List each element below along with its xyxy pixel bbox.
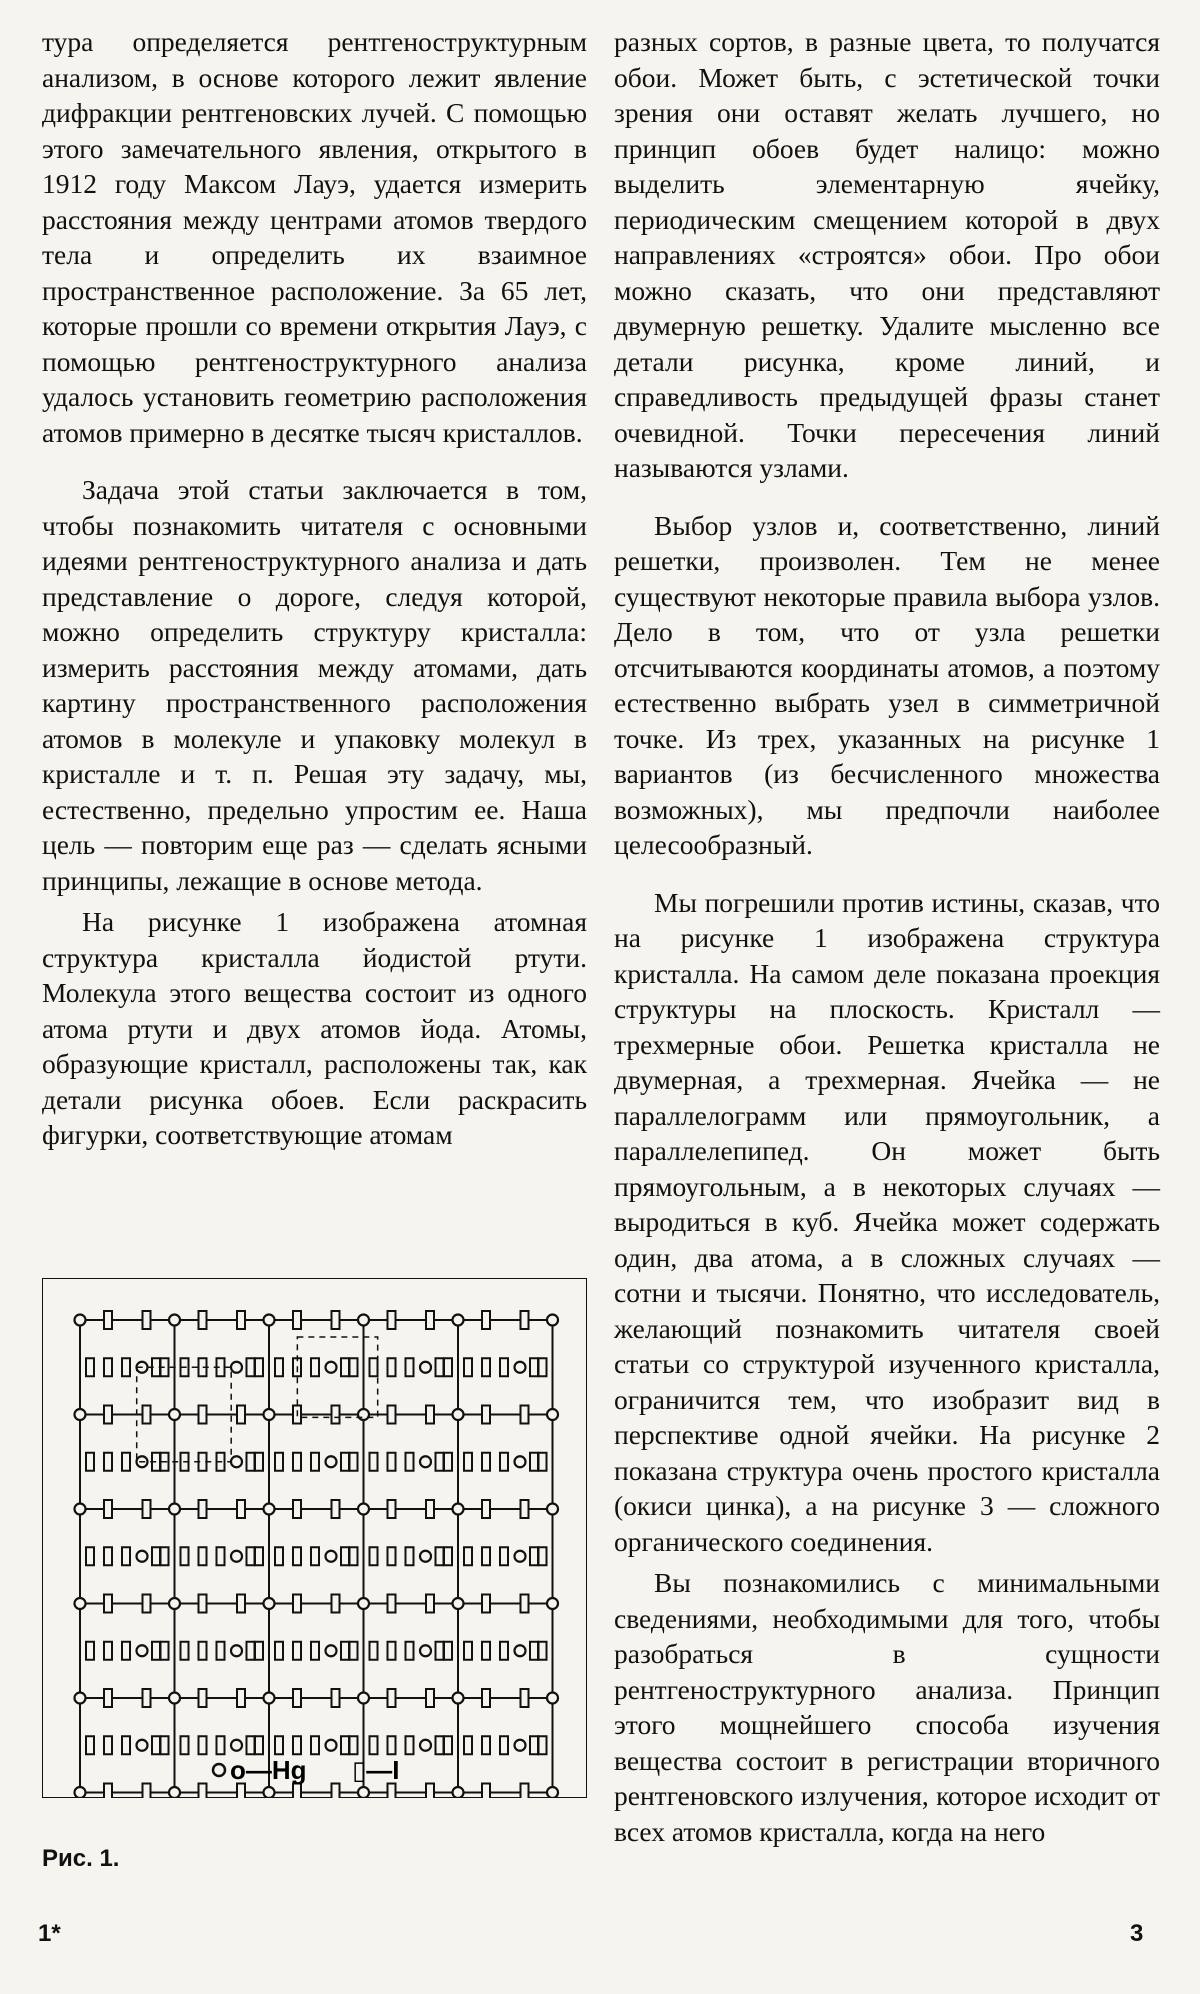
iodine-atom (199, 1311, 207, 1329)
hg-atom (547, 1409, 558, 1420)
iodine-atom (444, 1547, 452, 1565)
figure-1 (42, 1278, 587, 1798)
iodine-atom (341, 1358, 349, 1376)
iodine-atom (388, 1736, 396, 1754)
iodine-atom (275, 1736, 283, 1754)
iodine-atom (237, 1500, 245, 1518)
iodine-atom (464, 1358, 472, 1376)
signature-mark: 1* (38, 1920, 61, 1947)
iodine-atom (86, 1642, 94, 1660)
hg-atom (515, 1362, 526, 1373)
iodine-atom (482, 1689, 490, 1707)
iodine-atom (237, 1784, 245, 1799)
iodine-atom (293, 1642, 301, 1660)
iodine-atom (199, 1406, 207, 1424)
iodine-atom (255, 1736, 263, 1754)
iodine-atom (426, 1311, 434, 1329)
iodine-atom (237, 1406, 245, 1424)
iodine-atom (86, 1358, 94, 1376)
iodine-atom (217, 1736, 225, 1754)
iodine-atom (350, 1358, 358, 1376)
hg-atom (453, 1787, 464, 1798)
iodine-atom (255, 1453, 263, 1471)
hg-atom (264, 1598, 275, 1609)
iodine-atom (406, 1547, 414, 1565)
iodine-atom (521, 1689, 529, 1707)
iodine-atom (521, 1406, 529, 1424)
iodine-atom (388, 1784, 396, 1799)
hg-atom (75, 1315, 86, 1326)
hg-atom (420, 1740, 431, 1751)
iodine-atom (199, 1642, 207, 1660)
iodine-atom (426, 1500, 434, 1518)
iodine-atom (104, 1406, 112, 1424)
iodine-atom (199, 1547, 207, 1565)
iodine-atom (122, 1453, 130, 1471)
iodine-atom (341, 1736, 349, 1754)
iodine-atom (521, 1311, 529, 1329)
iodine-atom (104, 1358, 112, 1376)
iodine-atom (482, 1642, 490, 1660)
hg-atom (169, 1598, 180, 1609)
hg-atom (326, 1551, 337, 1562)
hg-atom (453, 1315, 464, 1326)
figure-caption: Рис. 1. (42, 1845, 120, 1872)
iodine-atom (370, 1547, 378, 1565)
hg-atom (169, 1787, 180, 1798)
hg-atom (515, 1740, 526, 1751)
hg-atom (264, 1315, 275, 1326)
iodine-atom (341, 1547, 349, 1565)
iodine-atom (293, 1784, 301, 1799)
hg-atom (515, 1551, 526, 1562)
left-column (42, 24, 587, 1159)
iodine-atom (311, 1547, 319, 1565)
iodine-atom (341, 1642, 349, 1660)
iodine-atom (122, 1642, 130, 1660)
iodine-atom (255, 1642, 263, 1660)
iodine-atom (104, 1500, 112, 1518)
iodine-atom (482, 1595, 490, 1613)
iodine-atom (104, 1784, 112, 1799)
iodine-atom (388, 1689, 396, 1707)
iodine-atom (255, 1547, 263, 1565)
iodine-atom (152, 1736, 160, 1754)
hg-atom (358, 1315, 369, 1326)
hg-atom (75, 1598, 86, 1609)
hg-atom (420, 1362, 431, 1373)
iodine-atom (350, 1453, 358, 1471)
iodine-atom (311, 1358, 319, 1376)
iodine-atom (122, 1736, 130, 1754)
iodine-atom (388, 1642, 396, 1660)
iodine-atom (350, 1642, 358, 1660)
hg-atom (264, 1409, 275, 1420)
hg-atom (75, 1693, 86, 1704)
iodine-atom (464, 1453, 472, 1471)
iodine-atom (143, 1311, 151, 1329)
iodine-atom (500, 1453, 508, 1471)
iodine-atom (406, 1358, 414, 1376)
hg-atom (231, 1740, 242, 1751)
iodine-atom (482, 1500, 490, 1518)
iodine-atom (539, 1642, 547, 1660)
hg-atom (264, 1504, 275, 1515)
legend-hg-symbol (213, 1764, 225, 1776)
hg-atom (75, 1409, 86, 1420)
iodine-atom (332, 1406, 340, 1424)
iodine-atom (293, 1689, 301, 1707)
iodine-atom (152, 1642, 160, 1660)
iodine-atom (482, 1406, 490, 1424)
iodine-atom (539, 1547, 547, 1565)
hg-atom (453, 1693, 464, 1704)
left-paragraph-1: тура определяется рентгеноструктурным анализом, в основе которого лежит явление дифракции рентгеновских лучей. С помощью этого замечательного явления, открытого в 1912 году Максом Лауэ, удается измерить расстояния между центрами атомов твердого тела и определить их взаимное пространственное расположение. За 65 лет, которые прошли со времени открытия Лауэ, с помощью рентгеноструктурного анализа удалось установить геометрию расположения атомов примерно в десятке тысяч кристаллов. (42, 26, 587, 448)
iodine-atom (530, 1547, 538, 1565)
iodine-atom (388, 1311, 396, 1329)
iodine-atom (199, 1784, 207, 1799)
iodine-atom (500, 1547, 508, 1565)
iodine-atom (388, 1453, 396, 1471)
iodine-atom (104, 1736, 112, 1754)
iodine-atom (388, 1595, 396, 1613)
hg-atom (547, 1504, 558, 1515)
hg-atom (326, 1362, 337, 1373)
page-number: 3 (1130, 1920, 1144, 1947)
iodine-atom (530, 1453, 538, 1471)
iodine-atom (482, 1736, 490, 1754)
iodine-atom (161, 1642, 169, 1660)
hg-atom (169, 1409, 180, 1420)
hg-atom (137, 1740, 148, 1751)
iodine-atom (275, 1358, 283, 1376)
iodine-atom (426, 1406, 434, 1424)
iodine-atom (86, 1547, 94, 1565)
iodine-atom (293, 1595, 301, 1613)
hg-atom (137, 1645, 148, 1656)
iodine-atom (293, 1311, 301, 1329)
iodine-atom (350, 1736, 358, 1754)
iodine-atom (530, 1736, 538, 1754)
hg-atom (358, 1787, 369, 1798)
iodine-atom (104, 1311, 112, 1329)
hg-atom (264, 1693, 275, 1704)
iodine-atom (464, 1736, 472, 1754)
hg-atom (453, 1504, 464, 1515)
iodine-atom (426, 1784, 434, 1799)
iodine-atom (247, 1736, 255, 1754)
iodine-atom (143, 1689, 151, 1707)
iodine-atom (275, 1642, 283, 1660)
iodine-atom (388, 1406, 396, 1424)
iodine-atom (247, 1642, 255, 1660)
iodine-atom (143, 1500, 151, 1518)
legend-hg-label: о—Hg (230, 1755, 307, 1785)
hg-atom (358, 1693, 369, 1704)
iodine-atom (247, 1358, 255, 1376)
iodine-atom (275, 1547, 283, 1565)
iodine-atom (341, 1453, 349, 1471)
iodine-atom (104, 1595, 112, 1613)
iodine-atom (370, 1358, 378, 1376)
iodine-atom (444, 1358, 452, 1376)
iodine-atom (370, 1453, 378, 1471)
hg-atom (547, 1315, 558, 1326)
iodine-atom (86, 1736, 94, 1754)
crystal-structure-diagram (42, 1278, 587, 1798)
hg-atom (420, 1645, 431, 1656)
iodine-atom (370, 1736, 378, 1754)
right-paragraph-1: разных сортов, в разные цвета, то получатся обои. Может быть, с эстетической точки зрения они оставят желать лучшего, но принцип обоев будет налицо: можно выделить элементарную ячейку, периодическим смещением которой в двух направлениях «строятся» обои. Про обои можно сказать, что они представляют двумерную решетку. Удалите мысленно все детали рисунка, кроме линий, и справедливость предыдущей фразы станет очевидной. Точки пересечения линий называются узлами. (614, 26, 1160, 483)
iodine-atom (143, 1406, 151, 1424)
hg-atom (453, 1409, 464, 1420)
iodine-atom (237, 1311, 245, 1329)
iodine-atom (293, 1547, 301, 1565)
iodine-atom (199, 1595, 207, 1613)
iodine-atom (436, 1736, 444, 1754)
iodine-atom (237, 1689, 245, 1707)
iodine-atom (104, 1453, 112, 1471)
iodine-atom (311, 1736, 319, 1754)
iodine-atom (482, 1311, 490, 1329)
iodine-atom (332, 1784, 340, 1799)
iodine-atom (181, 1736, 189, 1754)
iodine-atom (275, 1453, 283, 1471)
hg-atom (358, 1409, 369, 1420)
iodine-atom (426, 1595, 434, 1613)
right-column (614, 24, 1160, 1855)
iodine-atom (332, 1595, 340, 1613)
iodine-atom (500, 1736, 508, 1754)
hg-atom (420, 1456, 431, 1467)
iodine-atom (122, 1358, 130, 1376)
iodine-atom (464, 1547, 472, 1565)
iodine-atom (406, 1736, 414, 1754)
iodine-atom (436, 1453, 444, 1471)
hg-atom (231, 1551, 242, 1562)
iodine-atom (332, 1311, 340, 1329)
iodine-atom (436, 1358, 444, 1376)
iodine-atom (350, 1547, 358, 1565)
iodine-atom (500, 1358, 508, 1376)
iodine-atom (370, 1642, 378, 1660)
iodine-atom (539, 1736, 547, 1754)
iodine-atom (199, 1500, 207, 1518)
iodine-atom (482, 1784, 490, 1799)
right-paragraph-3: Мы погрешили против истины, сказав, что на рисунке 1 изображена структура кристалла. На самом деле показана проекция структуры на плоскость. Кристалл — трехмерные обои. Решетка кристалла не двумерная, а трехмерная. Ячейка — не параллелограмм или прямоугольник, а параллелепипед. Он может быть прямоугольным, а в некоторых случаях — выродиться в куб. Ячейка может содержать один, два атома, а в сложных случаях — сотни и тысячи. Понятно, что исследователь, желающий познакомить читателя своей статьи со структурой изученного кристалла, ограничится тем, что изобразит вид в перспективе одной ячейки. На рисунке 2 показана структура очень простого кристалла (окиси цинка), а на рисунке 3 — сложного органического соединения. (614, 886, 1160, 1557)
hg-atom (137, 1551, 148, 1562)
iodine-atom (530, 1358, 538, 1376)
hg-atom (515, 1456, 526, 1467)
iodine-atom (444, 1736, 452, 1754)
iodine-atom (161, 1547, 169, 1565)
iodine-atom (161, 1736, 169, 1754)
figure-frame (42, 1278, 587, 1798)
iodine-atom (388, 1358, 396, 1376)
iodine-atom (436, 1642, 444, 1660)
iodine-atom (311, 1642, 319, 1660)
iodine-atom (104, 1642, 112, 1660)
right-paragraph-4: Вы познакомились с минимальными сведениями, необходимыми для того, чтобы разобраться в сущности рентгеноструктурного анализа. Принцип этого мощнейшего способа изучения вещества состоит в регистрации вторичного рентгеновского излучения, которое исходит от всех атомов кристалла, когда на него (614, 1567, 1160, 1847)
hg-atom (75, 1787, 86, 1798)
iodine-atom (237, 1595, 245, 1613)
iodine-atom (143, 1595, 151, 1613)
iodine-atom (482, 1358, 490, 1376)
iodine-atom (217, 1547, 225, 1565)
iodine-atom (521, 1595, 529, 1613)
legend-i-label: ▯—I (352, 1755, 400, 1785)
iodine-atom (500, 1642, 508, 1660)
hg-atom (169, 1504, 180, 1515)
iodine-atom (406, 1453, 414, 1471)
iodine-atom (181, 1547, 189, 1565)
iodine-atom (332, 1500, 340, 1518)
hg-atom (231, 1645, 242, 1656)
hg-atom (264, 1787, 275, 1798)
iodine-atom (332, 1689, 340, 1707)
hg-atom (169, 1315, 180, 1326)
iodine-atom (247, 1453, 255, 1471)
iodine-atom (521, 1500, 529, 1518)
iodine-atom (255, 1358, 263, 1376)
iodine-atom (539, 1453, 547, 1471)
iodine-atom (426, 1689, 434, 1707)
left-paragraph-2: Задача этой статьи заключается в том, чтобы познакомить читателя с основными идеями рентгеноструктурного анализа и дать представление о дороге, следуя которой, можно определить структуру кристалла: измерить расстояния между атомами, дать картину пространственного расположения атомов в молекуле и упаковку молекул в кристалле и т. п. Решая эту задачу, мы, естественно, предельно упростим ее. Наша цель — повторим еще раз — сделать ясными принципы, лежащие в основе метода. (42, 474, 587, 896)
iodine-atom (530, 1642, 538, 1660)
hg-atom (547, 1787, 558, 1798)
iodine-atom (444, 1642, 452, 1660)
iodine-atom (247, 1547, 255, 1565)
iodine-atom (406, 1642, 414, 1660)
hg-atom (515, 1645, 526, 1656)
iodine-atom (104, 1689, 112, 1707)
iodine-atom (199, 1689, 207, 1707)
hg-atom (326, 1645, 337, 1656)
iodine-atom (539, 1358, 547, 1376)
iodine-atom (217, 1642, 225, 1660)
iodine-atom (436, 1547, 444, 1565)
iodine-atom (521, 1784, 529, 1799)
iodine-atom (86, 1453, 94, 1471)
hg-atom (358, 1598, 369, 1609)
iodine-atom (444, 1453, 452, 1471)
iodine-atom (388, 1547, 396, 1565)
iodine-atom (482, 1547, 490, 1565)
hg-atom (231, 1362, 242, 1373)
hg-atom (420, 1551, 431, 1562)
iodine-atom (199, 1736, 207, 1754)
hg-atom (358, 1504, 369, 1515)
hg-atom (547, 1693, 558, 1704)
left-paragraph-3: На рисунке 1 изображена атомная структура кристалла йодистой ртути. Молекула этого вещества состоит из одного атома ртути и двух атомов йода. Атомы, образующие кристалл, расположены так, как детали рисунка обоев. Если раскрасить фигурки, соответствующие атомам (42, 906, 587, 1150)
iodine-atom (311, 1453, 319, 1471)
hg-atom (453, 1598, 464, 1609)
iodine-atom (181, 1642, 189, 1660)
iodine-atom (152, 1547, 160, 1565)
right-paragraph-2: Выбор узлов и, соответственно, линий решетки, произволен. Тем не менее существуют некоторые правила выбора узлов. Дело в том, что от узла решетки отсчитываются координаты атомов, а поэтому естественно выбрать узел в симметричной точке. Из трех, указанных на рисунке 1 вариантов (из бесчисленного множества возможных), мы предпочли наиболее целесообразный. (614, 509, 1160, 860)
iodine-atom (293, 1500, 301, 1518)
hg-atom (231, 1456, 242, 1467)
hg-atom (326, 1740, 337, 1751)
hg-atom (326, 1456, 337, 1467)
iodine-atom (122, 1547, 130, 1565)
iodine-atom (482, 1453, 490, 1471)
iodine-atom (464, 1642, 472, 1660)
hg-atom (169, 1693, 180, 1704)
iodine-atom (143, 1784, 151, 1799)
hg-atom (547, 1598, 558, 1609)
iodine-atom (293, 1736, 301, 1754)
iodine-atom (104, 1547, 112, 1565)
iodine-atom (388, 1500, 396, 1518)
hg-atom (75, 1504, 86, 1515)
iodine-atom (293, 1453, 301, 1471)
